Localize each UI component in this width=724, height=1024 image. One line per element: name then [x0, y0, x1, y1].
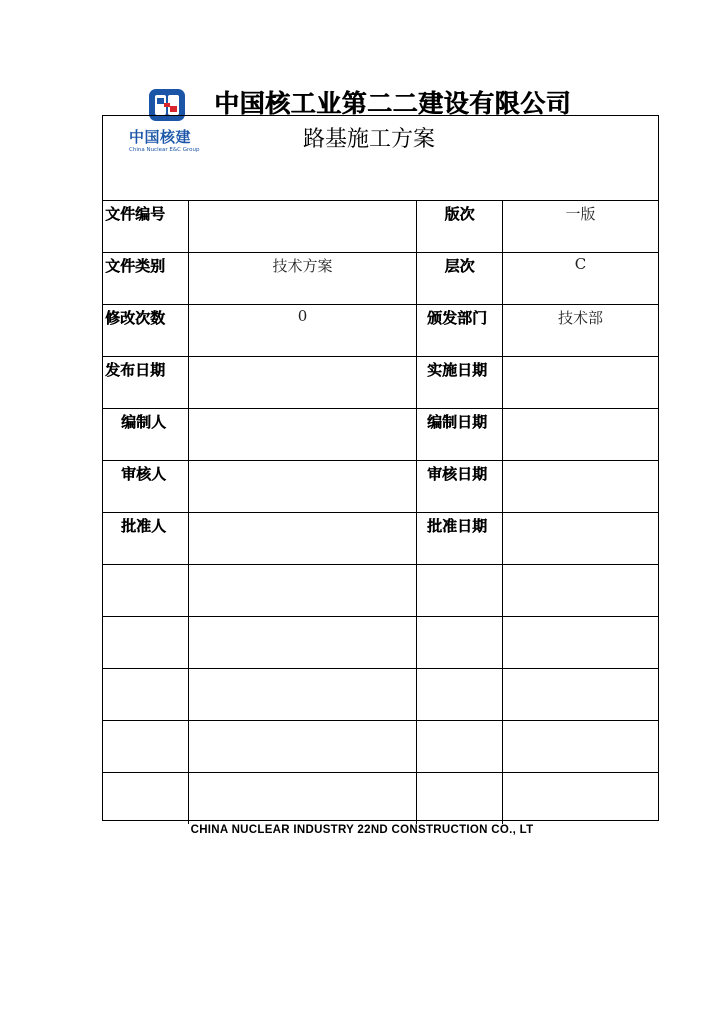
value-approved-by	[189, 513, 417, 564]
brand-logo-en: China Nuclear E&C Group	[129, 147, 200, 153]
info-grid	[103, 201, 658, 824]
empty-cell	[189, 565, 417, 616]
value-approval-date	[503, 513, 658, 564]
label-file-category: 文件类别	[103, 253, 189, 304]
empty-cell	[189, 669, 417, 720]
label-level: 层次	[417, 253, 503, 304]
label-issuing-department: 颁发部门	[417, 305, 503, 356]
empty-cell	[503, 773, 658, 824]
empty-cell	[103, 721, 189, 772]
value-level: C	[574, 255, 587, 273]
empty-cell	[103, 773, 189, 824]
value-review-date	[503, 461, 658, 512]
empty-cell	[417, 721, 503, 772]
label-approved-by: 批准人	[103, 513, 189, 564]
title-cell	[103, 116, 658, 201]
value-issuing-department: 技术部	[557, 309, 603, 327]
empty-cell	[417, 773, 503, 824]
empty-cell	[189, 617, 417, 668]
table-row	[103, 565, 658, 617]
footer-company-english: CHINA NUCLEAR INDUSTRY 22ND CONSTRUCTION CO., LT	[190, 824, 534, 836]
empty-cell	[417, 617, 503, 668]
brand-logo-cn: 中国核建	[129, 128, 192, 146]
empty-cell	[503, 617, 658, 668]
table-row	[103, 617, 658, 669]
table-row	[103, 409, 658, 461]
value-prepared-by	[189, 409, 417, 460]
document-title: 路基施工方案	[303, 127, 436, 152]
table-row	[103, 721, 658, 773]
company-name: 中国核工业第二二建设有限公司	[214, 89, 572, 118]
table-row	[103, 357, 658, 409]
label-edition: 版次	[417, 201, 503, 252]
label-preparation-date: 编制日期	[417, 409, 503, 460]
empty-cell	[503, 669, 658, 720]
value-revision-count: 0	[189, 305, 417, 356]
value-file-category: 技术方案	[189, 253, 417, 304]
empty-cell	[103, 669, 189, 720]
table-row	[103, 305, 658, 357]
table-row	[103, 253, 658, 305]
label-revision-count: 修改次数	[103, 305, 189, 356]
empty-cell	[503, 721, 658, 772]
empty-cell	[189, 773, 417, 824]
table-row	[103, 669, 658, 721]
empty-cell	[103, 617, 189, 668]
empty-cell	[189, 721, 417, 772]
empty-cell	[103, 565, 189, 616]
value-edition: 一版	[565, 205, 596, 223]
brand-logo	[129, 126, 219, 153]
label-effective-date: 实施日期	[417, 357, 503, 408]
value-release-date	[189, 357, 417, 408]
value-file-number	[189, 201, 417, 252]
value-preparation-date	[503, 409, 658, 460]
table-row	[103, 773, 658, 824]
label-file-number: 文件编号	[103, 201, 189, 252]
empty-cell	[417, 565, 503, 616]
label-approval-date: 批准日期	[417, 513, 503, 564]
value-reviewed-by	[189, 461, 417, 512]
empty-cell	[503, 565, 658, 616]
label-prepared-by: 编制人	[103, 409, 189, 460]
table-row	[103, 201, 658, 253]
table-row	[103, 513, 658, 565]
label-release-date: 发布日期	[103, 357, 189, 408]
value-effective-date	[503, 357, 658, 408]
label-review-date: 审核日期	[417, 461, 503, 512]
document-cover-form	[102, 115, 659, 821]
table-row	[103, 461, 658, 513]
empty-cell	[417, 669, 503, 720]
label-reviewed-by: 审核人	[103, 461, 189, 512]
